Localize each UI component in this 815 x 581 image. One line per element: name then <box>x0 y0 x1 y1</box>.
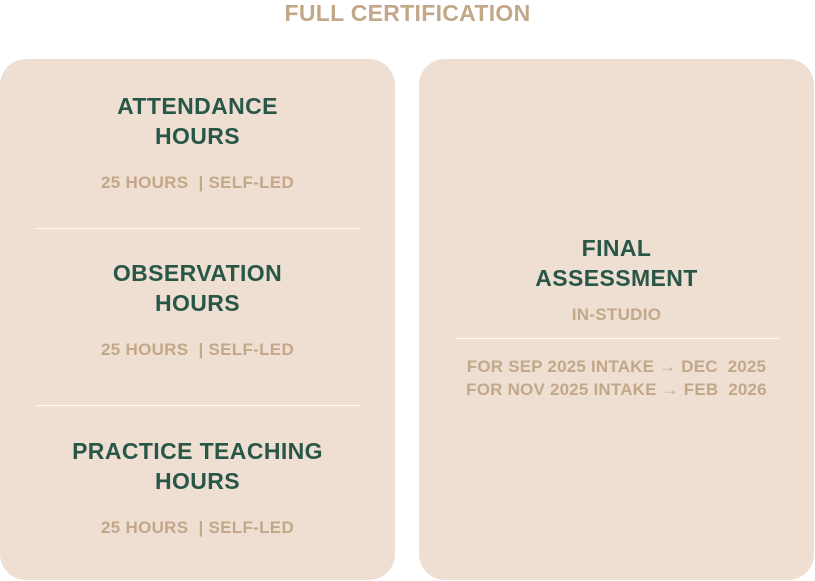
practice-teaching-hours-meta: 25 HOURS | SELF-LED <box>100 518 295 537</box>
practice-title-line-1: PRACTICE TEACHING <box>72 438 323 464</box>
final-title-line-1: FINAL <box>581 235 652 261</box>
final-assessment-title <box>419 233 814 293</box>
final-assessment-card <box>419 59 814 580</box>
practice-title-line-2: HOURS <box>154 468 241 494</box>
assessment-location: IN-STUDIO <box>571 305 662 324</box>
nov-intake-date: FOR NOV 2025 INTAKE → FEB 2026 <box>466 380 767 399</box>
observation-hours-meta: 25 HOURS | SELF-LED <box>100 340 295 359</box>
attendance-title-line-1: ATTENDANCE <box>117 93 278 119</box>
sep-intake-date: FOR SEP 2025 INTAKE → DEC 2025 <box>466 357 767 376</box>
practice-teaching-hours-section <box>0 436 395 538</box>
section-divider <box>36 405 360 406</box>
assessment-divider <box>455 338 779 339</box>
practice-teaching-hours-title <box>0 436 395 496</box>
observation-title-line-2: HOURS <box>154 290 241 316</box>
attendance-hours-section <box>0 91 395 193</box>
page-title: FULL CERTIFICATION <box>284 0 531 26</box>
hours-card <box>0 59 395 580</box>
attendance-title-line-2: HOURS <box>154 123 241 149</box>
observation-title-line-1: OBSERVATION <box>112 260 283 286</box>
observation-hours-section <box>0 258 395 360</box>
attendance-hours-meta: 25 HOURS | SELF-LED <box>100 173 295 192</box>
assessment-dates <box>419 355 814 401</box>
final-assessment-block <box>419 233 814 401</box>
attendance-hours-title <box>0 91 395 151</box>
observation-hours-title <box>0 258 395 318</box>
final-title-line-2: ASSESSMENT <box>535 265 698 291</box>
section-divider <box>36 228 360 229</box>
